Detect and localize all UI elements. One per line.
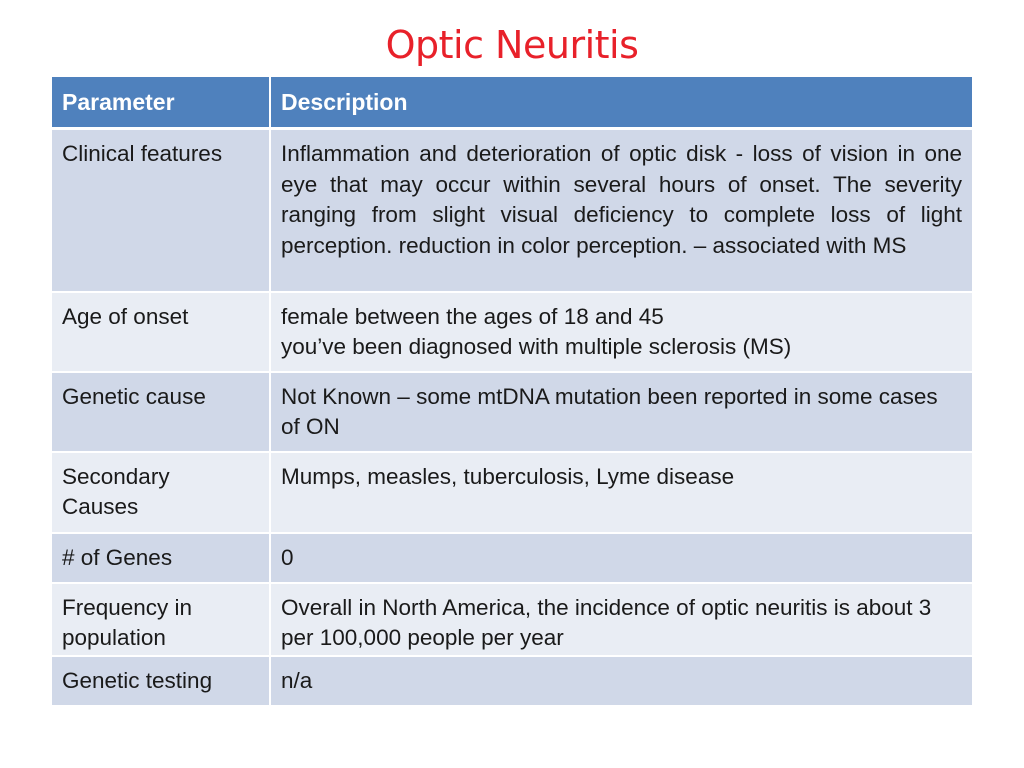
table-row [52,656,972,706]
row-description-age-of-onset [270,292,972,372]
header-description: Description [270,77,972,129]
row-description-clinical-features: Inflammation and deterioration of optic disk - loss of vision in one eye that may occur within several hours of onset. The severity ranging from slight visual deficiency to complete loss of light perception. reduction in color perception. – associated with MS [270,129,972,292]
header-parameter: Parameter [52,77,270,129]
age-of-onset-line-2: you’ve been diagnosed with multiple sclerosis (MS) [281,334,792,359]
slide-title: Optic Neuritis [385,23,639,67]
row-description-secondary-causes: Mumps, measles, tuberculosis, Lyme disease [270,452,972,533]
row-parameter-clinical-features: Clinical features [52,129,270,292]
row-description-frequency: Overall in North America, the incidence of optic neuritis is about 3 per 100,000 people per year [270,583,972,656]
row-parameter-genetic-cause: Genetic cause [52,372,270,452]
table-row [52,533,972,583]
row-parameter-genetic-testing: Genetic testing [52,656,270,706]
row-parameter-secondary-causes [52,452,270,533]
row-parameter-num-genes: # of Genes [52,533,270,583]
table-header-row [52,77,972,129]
row-description-genetic-testing: n/a [270,656,972,706]
table-row [52,292,972,372]
frequency-label: Frequency in population [62,594,193,650]
row-description-genetic-cause: Not Known – some mtDNA mutation been reported in some cases of ON [270,372,972,452]
row-parameter-frequency [52,583,270,656]
age-of-onset-line-1: female between the ages of 18 and 45 [281,303,664,329]
table-row [52,452,972,533]
secondary-causes-label: Secondary Causes [62,463,170,519]
row-description-num-genes: 0 [270,533,972,583]
table-row [52,372,972,452]
table-row [52,583,972,656]
table-row [52,129,972,292]
parameter-table [52,77,972,707]
row-parameter-age-of-onset: Age of onset [52,292,270,372]
